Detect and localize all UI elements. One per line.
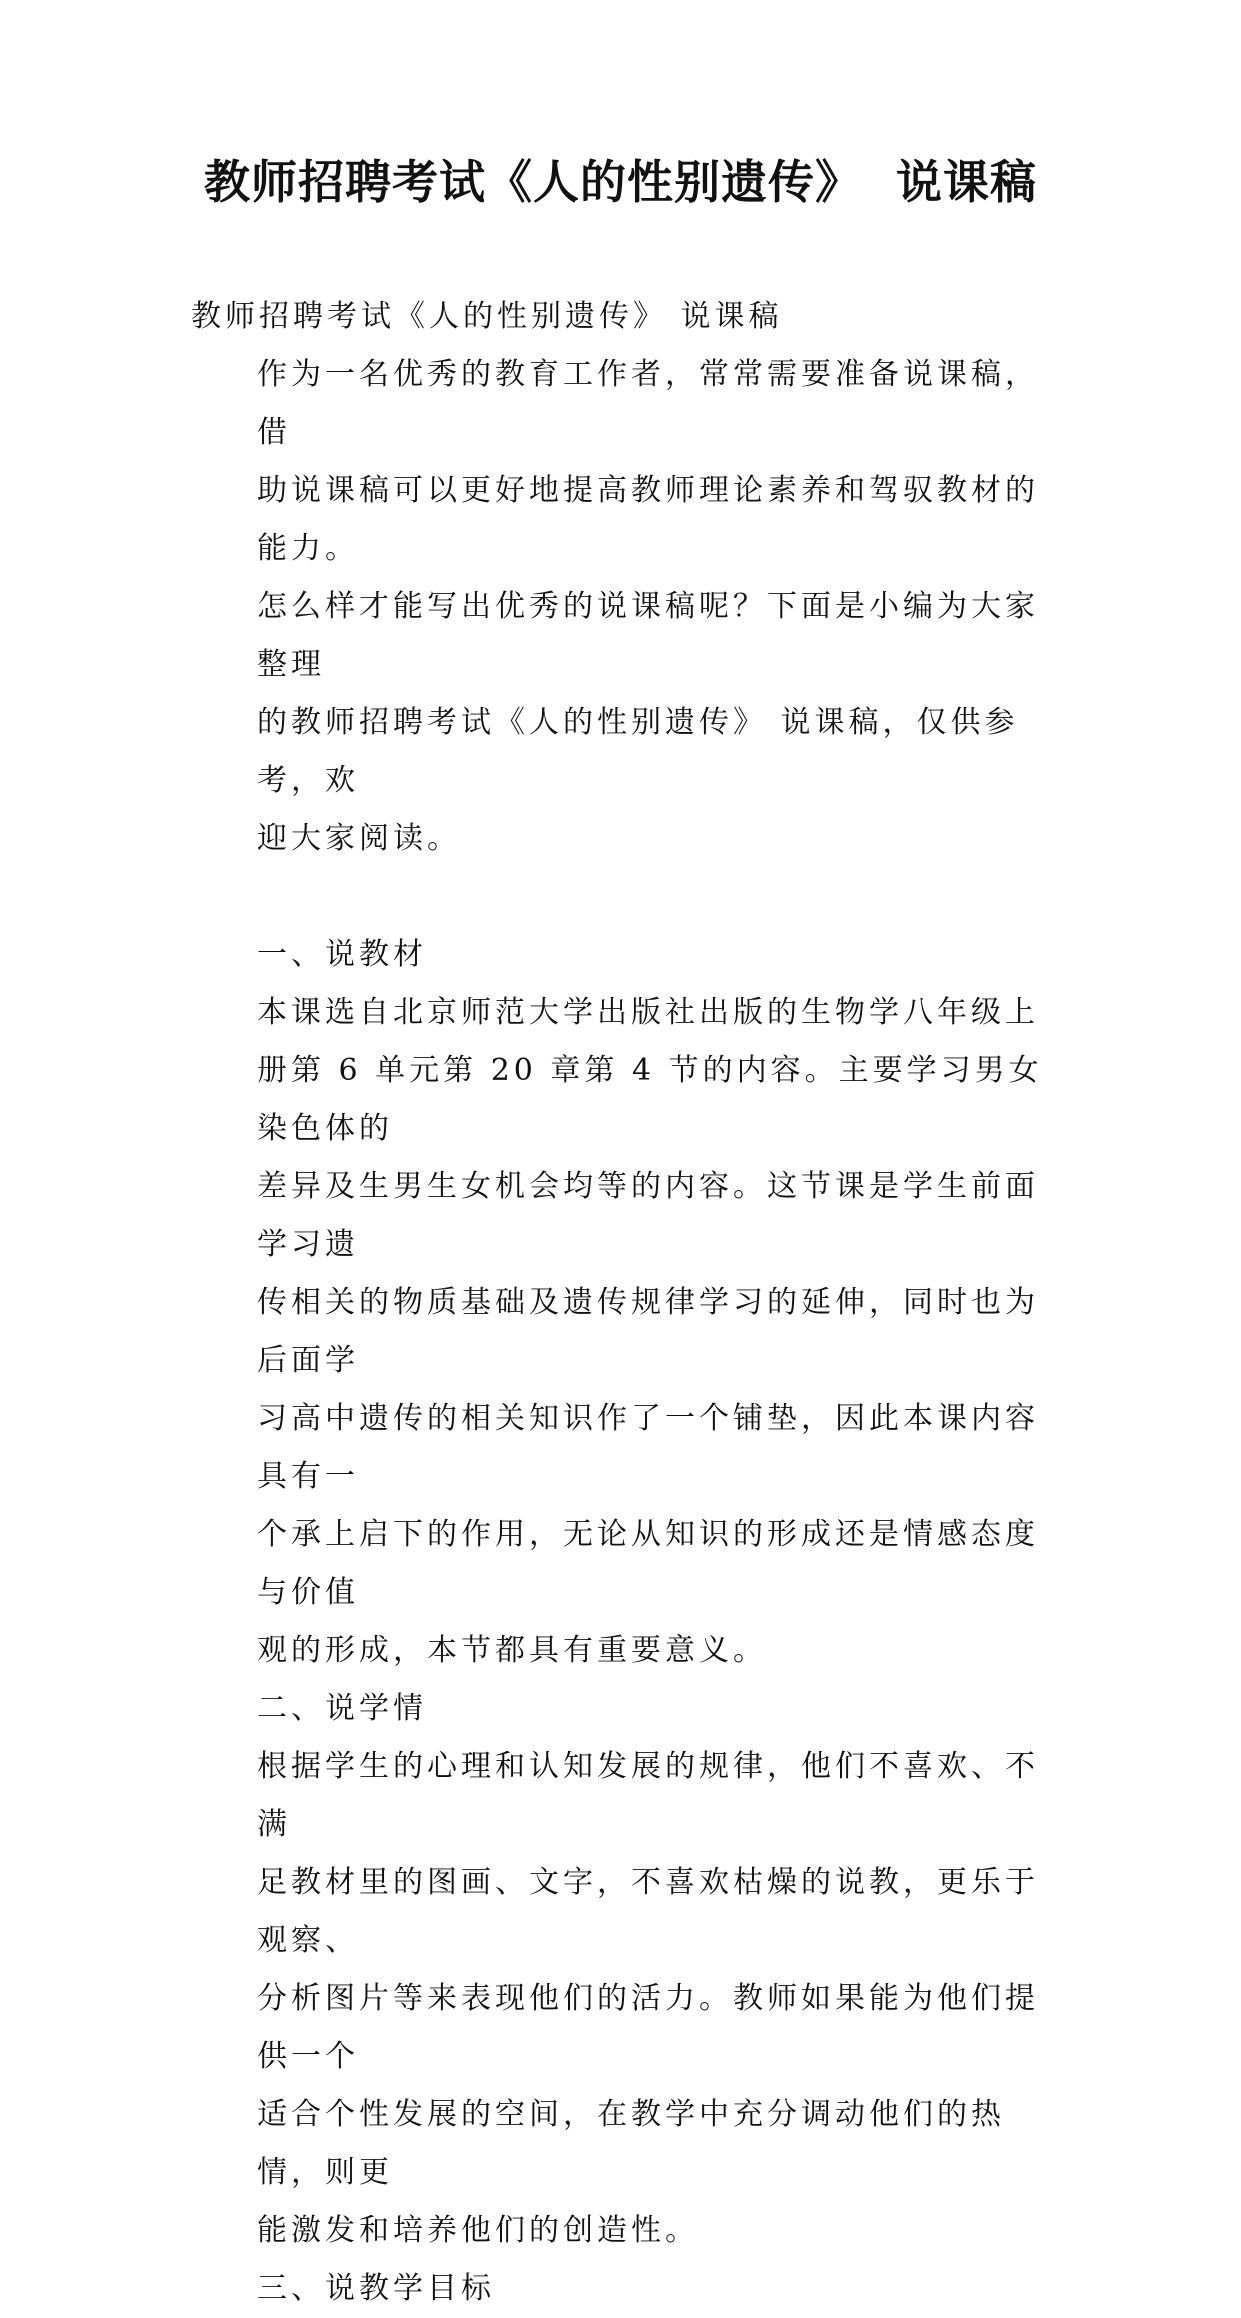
section-heading-objectives: 三、说教学目标	[257, 2271, 495, 2306]
document-subtitle: 教师招聘考试《人的性别遗传》 说课稿	[191, 299, 783, 334]
section-body-textbook: 本课选自北京师范大学出版社出版的生物学八年级上 册第 6 单元第 20 章第 4 节的内容。主要学习男女染色体的 差异及生男生女机会均等的内容。这节课是学生前面学习遗 传相关的物质基础及遗传规律学习的延伸，同时也为后面学 习高中遗传的相关知识作了一个铺垫，因此本课内容具有一 个承上启下的作用，无论从知识的形成还是情感态度与价值 观的形成，本节都具有重要意义。	[257, 995, 1043, 1668]
paragraph-gap	[191, 868, 1061, 926]
section-heading-textbook: 一、说教材	[257, 937, 427, 972]
section-heading-students: 二、说学情	[257, 1691, 427, 1726]
section-body-students: 根据学生的心理和认知发展的规律，他们不喜欢、不满 足教材里的图画、文字，不喜欢枯燥的说教，更乐于观察、 分析图片等来表现他们的活力。教师如果能为他们提供一个 适合个性发展的空间，在教学中充分调动他们的热情，则更 能激发和培养他们的创造性。	[257, 1749, 1039, 2248]
document-body	[191, 288, 1061, 2318]
document-title: 教师招聘考试《人的性别遗传》 说课稿	[203, 155, 1038, 209]
intro-paragraph: 作为一名优秀的教育工作者，常常需要准备说课稿，借 助说课稿可以更好地提高教师理论素养和驾驭教材的能力。 怎么样才能写出优秀的说课稿呢？下面是小编为大家整理 的教师招聘考试《人的性别遗传》 说课稿，仅供参考，欢 迎大家阅读。	[257, 357, 1039, 856]
